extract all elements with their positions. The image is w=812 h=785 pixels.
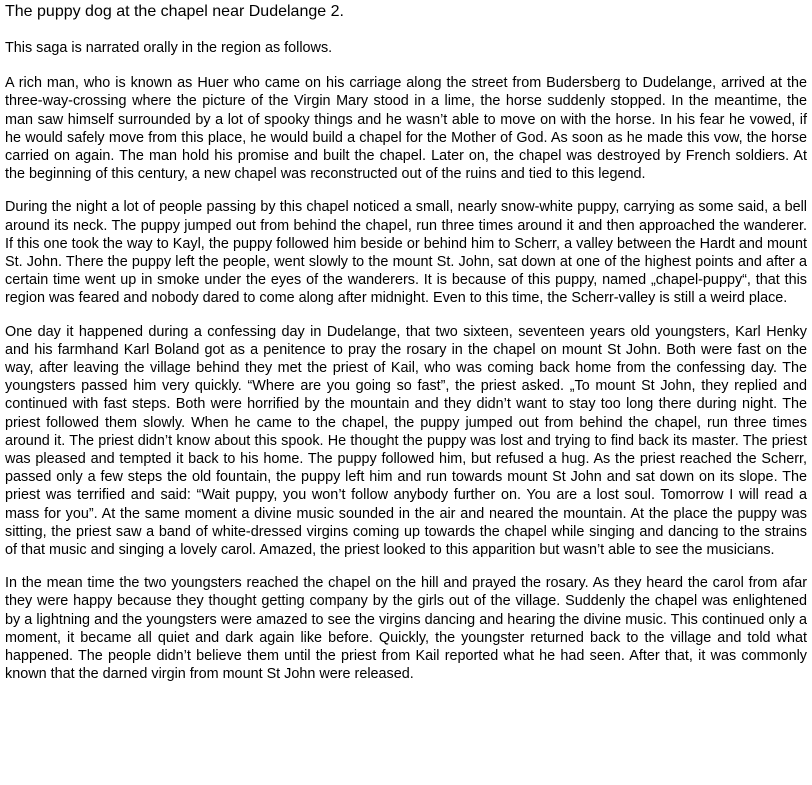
paragraph-youngsters: In the mean time the two youngsters reached the chapel on the hill and prayed the rosary. As they heard the carol from afar they were happy because they thought getting company by the girls out of the village. Suddenly the chapel was enlightened by a lightning and the youngsters were amazed to see the virgins dancing and hearing the divine music. This continued only a moment, it became all quiet and dark again like before. Quickly, the youngster returned back to the village and told what happened. The people didn’t believe them until the priest from Kail reported what he had seen. After that, it was commonly known that the darned virgin from mount St John were released. (5, 575, 807, 683)
paragraph-night-puppy: During the night a lot of people passing by this chapel noticed a small, nearly snow-white puppy, carrying as some said, a bell around its neck. The puppy jumped out from behind the chapel, run three times around it and then approached the wanderer. If this one took the way to Kayl, the puppy followed him beside or behind him to Scherr, a valley between the Hardt and mount St. John. There the puppy left the people, went slowly to the mount St. John, sat down at one of the highest points and after a certain time went up in smoke under the eyes of the wanderers. It is because of this puppy, named „chapel-puppy“, that this region was feared and nobody dared to come along after midnight. Even to this time, the Scherr-valley is still a weird place. (5, 199, 807, 307)
paragraph-rich-man: A rich man, who is known as Huer who came on his carriage along the street from Budersberg to Dudelange, arrived at the three-way-crossing where the picture of the Virgin Mary stood in a lime, the horse suddenly stopped. In the meantime, the man saw himself surrounded by a lot of spooky things and he wasn’t able to move on with the horse. In his fear he vowed, if he would safely move from this place, he would build a chapel for the Mother of God. As soon as he made this vow, the horse carried on again. The man hold his promise and built the chapel. Later on, the chapel was destroyed by French soldiers. At the beginning of this century, a new chapel was reconstructed out of the ruins and tied to this legend. (5, 75, 807, 183)
paragraph-confessing-day: One day it happened during a confessing day in Dudelange, that two sixteen, seventeen years old youngsters, Karl Henky and his farmhand Karl Boland got as a penitence to pray the rosary in the chapel on mount St John. Both were fast on the way, after leaving the village behind they met the priest of Kail, who was coming back home from the confessing day. The youngsters passed him very quickly. “Where are you going so fast”, the priest asked. „To mount St John, they replied and continued with fast steps. Both were horrified by the mountain and they didn’t want to stay too long there during night. The priest followed them slowly. When he came to the chapel, the puppy jumped out from behind the chapel, run three times around it. The priest didn’t know about this spook. He thought the puppy was lost and trying to find back its master. The priest was pleased and tempted it back to his home. The puppy followed him, but refused a hug. As the priest reached the Scherr, passed only a few steps the old fountain, the puppy left him and run towards mount St John and sat down on its slope. The priest was terrified and said: “Wait puppy, you won’t follow anybody further on. You are a lost soul. Tomorrow I will read a mass for you”. At the same moment a divine music sounded in the air and neared the mountain. At the place the puppy was sitting, the priest saw a band of white-dressed virgins coming up towards the chapel while singing and dancing to the strains of that music and singing a lovely carol. Amazed, the priest looked to this apparition but wasn’t able to see the musicians. (5, 323, 807, 559)
intro-paragraph: This saga is narrated orally in the region as follows. (5, 40, 333, 56)
document-title: The puppy dog at the chapel near Dudelange 2. (5, 3, 344, 20)
